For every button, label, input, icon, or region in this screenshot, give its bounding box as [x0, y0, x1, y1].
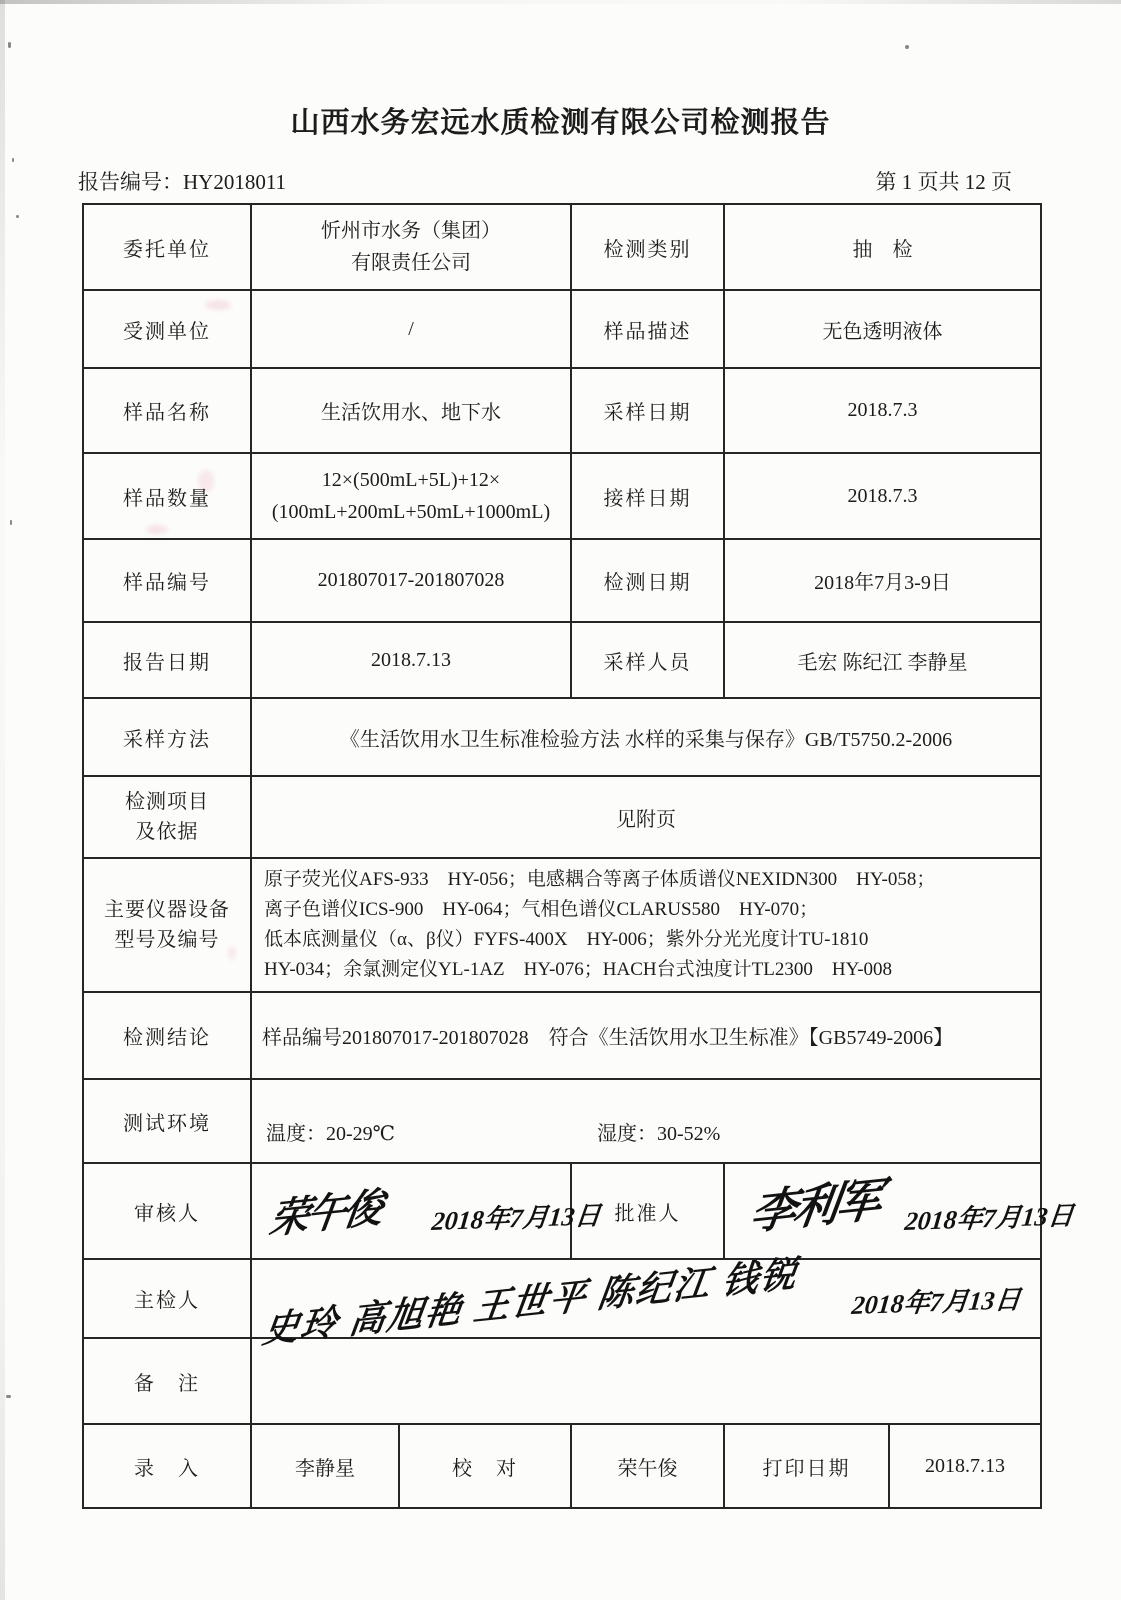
value-tested-unit: / [251, 290, 571, 368]
instruments-line1: 原子荧光仪AFS-933 HY-056；电感耦合等离子体质谱仪NEXIDN300 HY-058； [264, 869, 936, 890]
instruments-line2: 离子色谱仪ICS-900 HY-064；气相色谱仪CLARUS580 HY-070； [264, 899, 819, 920]
report-table [82, 203, 1076, 1509]
label-approver: 批准人 [571, 1163, 724, 1259]
value-sample-no: 201807017-201807028 [251, 539, 571, 622]
row-sample-no [83, 539, 1041, 622]
label-test-type: 检测类别 [571, 204, 724, 290]
label-remarks: 备 注 [83, 1338, 251, 1424]
value-test-items: 见附页 [251, 776, 1041, 858]
environment-temperature: 温度：20-29℃ [266, 1123, 396, 1145]
scan-speck [6, 1395, 11, 1398]
client-line1: 忻州市水务（集团） [321, 220, 501, 242]
scan-speck [16, 215, 19, 218]
row-reviewer-approver [83, 1163, 1041, 1259]
label-samplers: 采样人员 [571, 622, 724, 698]
sample-qty-line2: (100mL+200mL+50mL+1000mL) [271, 501, 551, 523]
reviewer-date: 2018年7月13日 [430, 1200, 603, 1237]
instruments-line4: HY-034；余氯测定仪YL-1AZ HY-076；HACH台式浊度计TL2300 HY-008 [264, 959, 893, 980]
approver-signature-cell [724, 1163, 1076, 1259]
value-sampling-method: 《生活饮用水卫生标准检验方法 水样的采集与保存》GB/T5750.2-2006 [251, 698, 1041, 776]
value-environment [251, 1079, 1041, 1163]
value-test-date: 2018年7月3-9日 [724, 539, 1041, 622]
value-receive-date: 2018.7.3 [724, 453, 1041, 539]
label-tested-unit: 受测单位 [83, 290, 251, 368]
scan-edge-top [0, 0, 1121, 4]
value-samplers: 毛宏 陈纪江 李静星 [724, 622, 1041, 698]
label-print-date: 打印日期 [724, 1424, 889, 1508]
label-test-date: 检测日期 [571, 539, 724, 622]
report-title: 山西水务宏远水质检测有限公司检测报告 [290, 107, 831, 139]
reviewer-signature-cell [251, 1163, 603, 1259]
environment-humidity: 湿度：30-52% [597, 1123, 721, 1145]
label-report-date: 报告日期 [83, 622, 251, 698]
report-number: 报告编号：HY2018011 [78, 170, 287, 194]
value-print-date: 2018.7.13 [889, 1424, 1041, 1508]
meta-row [78, 166, 1012, 196]
row-tested-unit [83, 290, 1041, 368]
value-conclusion: 样品编号201807017-201807028 符合《生活饮用水卫生标准》【GB5749-2006】 [251, 992, 1041, 1079]
inspectors-signatures: 史玲 高旭艳 王世平 陈纪江 钱锐 [260, 1253, 802, 1351]
sample-qty-line1: 12×(500mL+5L)+12× [321, 469, 501, 491]
row-remarks [83, 1338, 1041, 1424]
value-client [251, 204, 571, 290]
label-sample-name: 样品名称 [83, 368, 251, 453]
value-sample-name: 生活饮用水、地下水 [251, 368, 571, 453]
inspectors-signature-cell [251, 1253, 1041, 1351]
label-client: 委托单位 [83, 204, 251, 290]
value-report-date: 2018.7.13 [251, 622, 571, 698]
value-sample-qty [251, 453, 571, 539]
value-remarks [251, 1338, 1041, 1424]
label-environment: 测试环境 [83, 1079, 251, 1163]
reviewer-signature: 荣午俊 [266, 1184, 384, 1243]
label-inspectors: 主检人 [83, 1259, 251, 1338]
row-sample-qty [83, 453, 1041, 539]
inspectors-date: 2018年7月13日 [850, 1284, 1023, 1321]
page-indicator: 第 1 页共 12 页 [875, 170, 1012, 194]
row-client [83, 204, 1041, 290]
value-test-type: 抽 检 [724, 204, 1041, 290]
row-environment [83, 1079, 1041, 1163]
label-sample-desc: 样品描述 [571, 290, 724, 368]
scan-speck [10, 520, 12, 525]
label-test-items [83, 776, 251, 858]
value-instruments [251, 858, 1041, 992]
label-sampling-date: 采样日期 [571, 368, 724, 453]
scan-speck [12, 158, 14, 162]
label-conclusion: 检测结论 [83, 992, 251, 1079]
label-sampling-method: 采样方法 [83, 698, 251, 776]
row-inspectors [83, 1259, 1041, 1338]
row-test-items [83, 776, 1041, 858]
label-instruments [83, 858, 251, 992]
value-sample-desc: 无色透明液体 [724, 290, 1041, 368]
scan-speck [8, 42, 11, 48]
instruments-label-line1: 主要仪器设备 [104, 899, 230, 921]
row-conclusion [83, 992, 1041, 1079]
row-entry-proofread [83, 1424, 1041, 1508]
scan-speck [905, 45, 909, 49]
scan-edge-left [0, 0, 5, 1600]
row-instruments [83, 858, 1041, 992]
label-entry: 录 入 [83, 1424, 251, 1508]
label-receive-date: 接样日期 [571, 453, 724, 539]
row-sampling-method [83, 698, 1041, 776]
value-sampling-date: 2018.7.3 [724, 368, 1041, 453]
row-report-date [83, 622, 1041, 698]
client-line2: 有限责任公司 [351, 252, 471, 274]
value-proofread: 荣午俊 [571, 1424, 724, 1508]
label-sample-qty: 样品数量 [83, 453, 251, 539]
instruments-label-line2: 型号及编号 [114, 929, 220, 951]
value-entry: 李静星 [251, 1424, 399, 1508]
label-proofread: 校 对 [399, 1424, 571, 1508]
test-items-label-line2: 及依据 [135, 821, 199, 843]
instruments-line3: 低本底测量仪（α、β仪）FYFS-400X HY-006；紫外分光光度计TU-1810 [264, 929, 869, 950]
row-sample-name [83, 368, 1041, 453]
label-reviewer: 审核人 [83, 1163, 251, 1259]
test-items-label-line1: 检测项目 [125, 791, 209, 813]
approver-signature: 李利军 [747, 1173, 883, 1240]
label-sample-no: 样品编号 [83, 539, 251, 622]
approver-date: 2018年7月13日 [903, 1200, 1076, 1237]
